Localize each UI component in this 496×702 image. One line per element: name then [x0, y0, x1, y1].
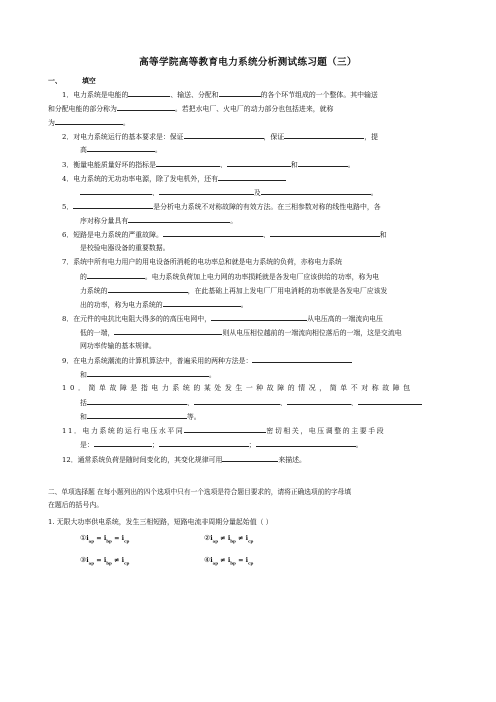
mc-question-1-stem: 1. 无限大功率供电系统，发生三相短路，短路电流非周期分量起始值（ ） [48, 518, 273, 526]
blank[interactable] [184, 426, 266, 433]
question-9-line-1: 9．在电力系统潮流的计算机算法中，普遍采用的两种方法是： [62, 356, 352, 365]
blank[interactable] [358, 398, 422, 405]
section1-number: 一、 [48, 77, 62, 85]
blank[interactable] [163, 230, 263, 237]
mc-option-2[interactable]: $②i_{ap} \ne i_{bp} \ne i_{cp}$ [204, 534, 254, 544]
blank[interactable] [128, 90, 170, 97]
question-3: 3．衡量电能质量好坏的指标是 、 和 。 [62, 161, 355, 169]
blank[interactable] [87, 412, 187, 419]
blank[interactable] [159, 440, 249, 447]
question-8-line-3: 网功率传输的基本规律。 [80, 342, 156, 350]
question-8-line-2: 低的一端， 则从电压相位越前的一端流向相位落后的一端，这是交流电 [80, 329, 402, 337]
question-10-line-3: 和 等。 [80, 413, 201, 421]
blank[interactable] [87, 272, 145, 279]
blank[interactable] [252, 356, 352, 363]
question-12: 12．通常系统负荷是随时间变化的，其变化规律可用 来描述。 [62, 456, 306, 464]
question-1-line-1: 1．电力系统是电能的 、输送、分配和 的各个环节组成的一个整体。其中输送 [62, 91, 378, 99]
question-9-line-2: 和 。 [80, 371, 216, 379]
question-7-line-2: 的 。电力系统负荷加上电力网的功率损耗就是各发电厂应该供给的功率，称为电 [80, 273, 380, 281]
mc-option-4[interactable]: $④i_{ap} \ne i_{bp} = i_{cp}$ [204, 556, 254, 566]
blank[interactable] [284, 132, 364, 139]
blank[interactable] [184, 132, 264, 139]
blank[interactable] [298, 160, 348, 167]
blank[interactable] [117, 104, 175, 111]
blank[interactable] [87, 398, 187, 405]
blank[interactable] [261, 188, 371, 195]
blank[interactable] [87, 370, 209, 377]
section2-instruction-line-1: 二、单项选择题 在每小题列出的四个选项中只有一个选项是符合题目要求的，请将正确选项前的字母填 [48, 488, 352, 496]
blank[interactable] [211, 314, 307, 321]
question-8-line-1: 8．在元件的电抗比电阻大得多的的高压电网中， 从电压高的一端流向电压 [62, 315, 383, 323]
question-7-line-3: 力系统的 ，在此基础上再加上发电厂厂用电消耗的功率就是各发电厂应该发 [80, 287, 388, 295]
question-10-line-2: 括 、 、 、 [80, 398, 422, 407]
blank[interactable] [87, 145, 155, 152]
blank[interactable] [73, 202, 153, 209]
question-5-line-1: 5． 是分析电力系统不对称故障的有效方法。在三相参数对称的线性电路中，各 [62, 203, 381, 211]
blank[interactable] [194, 398, 280, 405]
question-5-line-2: 序对称分量具有 。 [80, 217, 238, 225]
mc-option-3[interactable]: $③i_{ap} = i_{bp} \ne i_{cp}$ [80, 556, 130, 566]
question-11-line-2: 是： ； ； 。 [80, 441, 363, 449]
blank[interactable] [287, 398, 351, 405]
question-2-line-2: 高 。 [80, 146, 162, 154]
blank[interactable] [80, 188, 152, 195]
blank[interactable] [222, 455, 278, 462]
blank[interactable] [156, 160, 220, 167]
blank[interactable] [227, 160, 291, 167]
blank[interactable] [163, 300, 241, 307]
question-11-line-1: 11．电力系统的运行电压水平同 密切相关，电压调整的主要手段 [62, 427, 386, 435]
question-4-line-2: 、 及 。 [80, 188, 378, 197]
blank[interactable] [256, 440, 356, 447]
question-1-line-3: 为 。 [48, 119, 130, 127]
blank[interactable] [94, 440, 152, 447]
section1-heading: 填空 [82, 77, 96, 85]
blank[interactable] [108, 286, 188, 293]
blank[interactable] [114, 328, 222, 335]
blank[interactable] [159, 188, 254, 195]
section2-instruction-line-2: 在题后的括号内。 [48, 501, 104, 509]
blank[interactable] [128, 216, 230, 223]
question-2-line-1: 2．对电力系统运行的基本要求是：保证 ，保证 ，提 [62, 133, 378, 141]
page-title: 高等学院高等教育电力系统分析测试练习题（三） [139, 57, 357, 68]
question-10-line-1: 10．简单故障是指电力系统的某处发生一种故障的情况，简单不对称故障包 [62, 384, 414, 392]
question-4-line-1: 4．电力系统的无功功率电源，除了发电机外，还有 [62, 174, 286, 183]
question-1-line-2: 和分配电能的部分称为 。若把水电厂、火电厂的动力部分也包括进来，就称 [48, 105, 334, 113]
blank[interactable] [55, 118, 123, 125]
question-6-line-2: 是校验电器设备的重要数据。 [80, 244, 170, 252]
blank[interactable] [218, 174, 286, 181]
question-6-line-1: 6．短路是电力系统的严重故障。 、 和 [62, 231, 387, 239]
mc-option-1[interactable]: $①i_{ap} = i_{bp} = i_{cp}$ [80, 534, 130, 544]
question-7-line-1: 7．系统中所有电力用户的用电设备所消耗的电功率总和就是电力系统的负荷，亦称电力系统 [62, 258, 343, 266]
blank[interactable] [219, 90, 261, 97]
blank[interactable] [270, 230, 380, 237]
question-7-line-4: 出的功率，称为电力系统的 。 [80, 301, 248, 309]
